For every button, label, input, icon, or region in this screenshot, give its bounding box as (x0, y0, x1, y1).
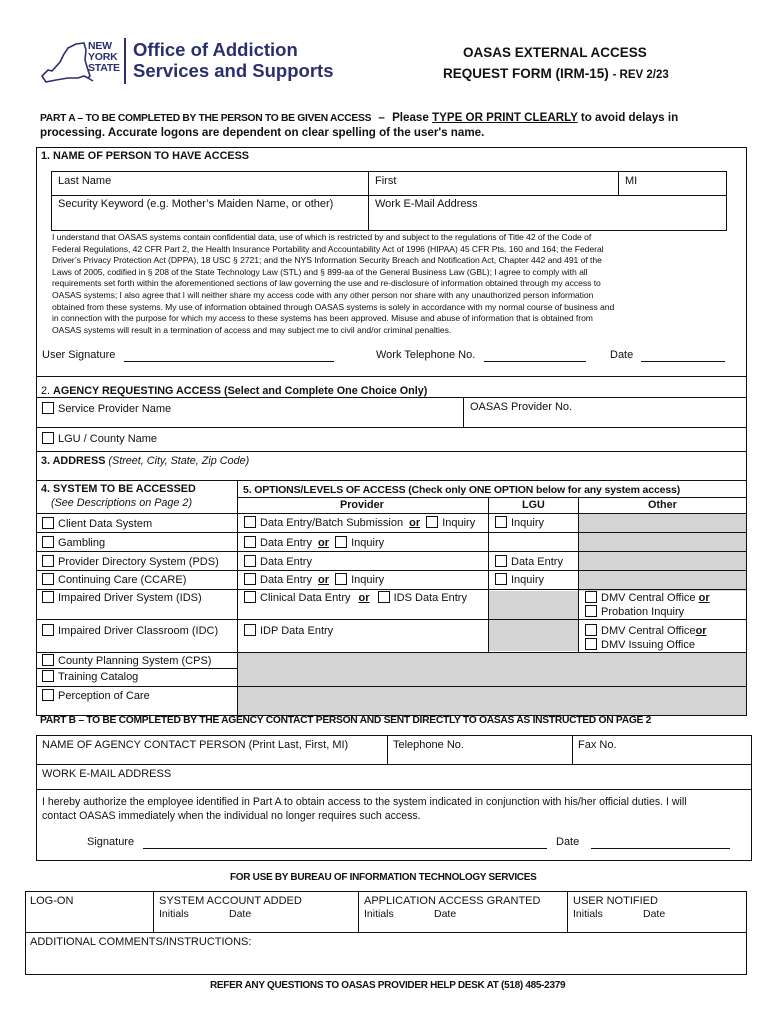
training-catalog-checkbox[interactable] (42, 670, 54, 682)
nys-logo (38, 38, 338, 88)
form-code: REQUEST FORM (IRM-15) (443, 66, 609, 81)
contact-name-label: NAME OF AGENCY CONTACT PERSON (Print Last, First, MI) (42, 739, 349, 751)
client-provider-options (244, 516, 475, 529)
col-provider-header: Provider (340, 499, 384, 511)
user-signature-label: User Signature (42, 349, 116, 361)
contact-date-label: Date (556, 836, 580, 848)
system-label: Perception of Care (58, 690, 150, 702)
part-a-title: PART A – TO BE COMPLETED BY THE PERSON TO BE GIVEN ACCESS (40, 113, 372, 124)
part-a-intro (40, 111, 678, 124)
system-pds[interactable] (42, 555, 219, 568)
contact-work-email-label: WORK E-MAIL ADDRESS (42, 768, 172, 780)
dmv-issuing-checkbox[interactable] (585, 638, 597, 650)
option-label: Inquiry (442, 517, 476, 529)
app-access-date: Date (434, 908, 457, 920)
system-label: County Planning System (CPS) (58, 655, 212, 667)
option-label: Data Entry/Batch Submission (260, 517, 404, 529)
section-3-note: (Street, City, State, Zip Code) (108, 455, 250, 467)
work-email-label: Work E-Mail Address (375, 198, 478, 210)
intro-rest: to avoid delays in (580, 111, 679, 124)
user-date-line[interactable] (641, 361, 725, 362)
service-provider-checkbox[interactable] (42, 402, 54, 414)
security-keyword-label: Security Keyword (e.g. Mother’s Maiden Name, or other) (58, 198, 334, 210)
section-2-number: 2. (41, 385, 51, 397)
part-a-intro-line-2: processing. Accurate logons are dependent on clear spelling of the user's name. (40, 126, 485, 139)
logo-state-word-3: STATE (88, 62, 120, 74)
first-name-label: First (375, 175, 397, 187)
option-label: DMV Issuing Office (601, 639, 695, 651)
option-label: Inquiry (511, 574, 545, 586)
system-gambling[interactable] (42, 536, 105, 549)
system-label: Impaired Driver Classroom (IDC) (58, 625, 219, 637)
pds-checkbox[interactable] (42, 555, 54, 567)
agreement-line: OASAS systems; I also agree that I will neither share my access code with any other person nor share with any unauthorized person information (52, 289, 594, 300)
option-label: Data Entry (260, 574, 312, 586)
authorization-line: I hereby authorize the employee identified in Part A to obtain access to the system indicated in conjunction with his/her official duties. I will (42, 796, 687, 808)
idc-dmv-central-checkbox[interactable] (585, 624, 597, 636)
logon-label: LOG-ON (30, 895, 74, 907)
new-york-state-map-icon (38, 40, 94, 86)
or-label: or (409, 517, 421, 529)
contact-fax-label: Fax No. (578, 739, 617, 751)
agreement-line: Driver’s Privacy Protection Act (DPPA), 18 USC § 2721; and the NYS Information Security Breach and Notification Act, Chapter 442 and 491 of the (52, 255, 602, 266)
system-label: Gambling (58, 537, 106, 549)
or-label: or (318, 574, 330, 586)
gambling-checkbox[interactable] (42, 536, 54, 548)
col-lgu-header: LGU (522, 499, 545, 511)
lgu-checkbox[interactable] (42, 432, 54, 444)
or-label: or (698, 592, 710, 604)
option-label: Clinical Data Entry (260, 592, 351, 604)
idc-provider-option (244, 624, 333, 637)
agreement-text (52, 232, 732, 336)
form-title-line-1: OASAS EXTERNAL ACCESS (463, 45, 647, 60)
option-label: Probation Inquiry (601, 606, 685, 618)
intro-dash: – (378, 111, 385, 124)
option-label: Inquiry (351, 574, 385, 586)
system-label: Provider Directory System (PDS) (58, 556, 219, 568)
ccare-inquiry-checkbox[interactable] (335, 573, 347, 585)
system-ids[interactable] (42, 591, 202, 604)
ids-checkbox[interactable] (42, 591, 54, 603)
part-b-title: PART B – TO BE COMPLETED BY THE AGENCY CONTACT PERSON AND SENT DIRECTLY TO OASAS AS INSTRUCTED ON PAGE 2 (40, 715, 652, 726)
logo-state-word-2: YORK (88, 51, 118, 63)
section-3-title (41, 455, 249, 467)
system-account-label: SYSTEM ACCOUNT ADDED (159, 895, 302, 907)
form-rev: - REV 2/23 (612, 69, 669, 81)
bits-title: FOR USE BY BUREAU OF INFORMATION TECHNOLOGY SERVICES (230, 872, 537, 883)
probation-inquiry-checkbox[interactable] (585, 605, 597, 617)
user-notified-initials: Initials (573, 908, 603, 920)
pds-provider-option (244, 555, 312, 568)
contact-signature-label: Signature (87, 836, 135, 848)
system-cps[interactable] (42, 654, 211, 667)
client-inquiry-checkbox[interactable] (426, 516, 438, 528)
ids-other-options (585, 591, 710, 619)
oasas-provider-no-label: OASAS Provider No. (470, 401, 573, 413)
service-provider-label: Service Provider Name (58, 403, 172, 415)
contact-signature-line[interactable] (143, 848, 547, 849)
agreement-line: I understand that OASAS systems contain confidential data, use of which is restricted by and subject to the regulations of Title 42 of the Code of (52, 232, 592, 242)
system-label: Continuing Care (CCARE) (58, 574, 187, 586)
lgu-county-label: LGU / County Name (58, 433, 158, 445)
or-label: or (318, 537, 330, 549)
section-4-note: (See Descriptions on Page 2) (51, 497, 193, 509)
section-3-heading: 3. ADDRESS (41, 455, 106, 467)
ccare-entry-checkbox[interactable] (244, 573, 256, 585)
work-telephone-line[interactable] (484, 361, 586, 362)
option-label: Data Entry (511, 556, 563, 568)
section-2-title (41, 385, 427, 397)
section-4-title: 4. SYSTEM TO BE ACCESSED (41, 483, 196, 495)
option-label: DMV Central Office (601, 592, 696, 604)
or-label: or (358, 592, 370, 604)
idc-checkbox[interactable] (42, 624, 54, 636)
last-name-label: Last Name (58, 175, 112, 187)
date-label: Date (610, 349, 634, 361)
system-perception-of-care[interactable] (42, 689, 150, 702)
gambling-entry-checkbox[interactable] (244, 536, 256, 548)
option-label: DMV Central Office (601, 625, 696, 637)
other-shade (579, 514, 746, 591)
agreement-line: requirements set forth within the aforementioned sections of law governing the use and re-disclosure of information obtained through my access to (52, 278, 601, 289)
ids-provider-options (244, 591, 467, 604)
help-desk-footer: REFER ANY QUESTIONS TO OASAS PROVIDER HELP DESK AT (518) 485-2379 (210, 980, 566, 991)
section-1-title: 1. NAME OF PERSON TO HAVE ACCESS (41, 150, 249, 162)
system-label: Training Catalog (58, 671, 139, 683)
system-client-data[interactable] (42, 517, 152, 530)
intro-type-clearly: TYPE OR PRINT CLEARLY (432, 111, 578, 124)
intro-please: Please (392, 111, 429, 124)
idc-other-options (585, 624, 707, 652)
agreement-line: OASAS systems will result in a termination of access and may subject me to civil and/or criminal penalties. (52, 324, 452, 335)
system-label: Impaired Driver System (IDS) (58, 592, 202, 604)
lower-shade (238, 652, 746, 715)
gambling-inquiry-checkbox[interactable] (335, 536, 347, 548)
system-ccare[interactable] (42, 573, 186, 586)
user-notified-date: Date (643, 908, 666, 920)
lgu-shade (489, 591, 578, 651)
service-provider-option[interactable] (42, 402, 171, 415)
system-account-date: Date (229, 908, 252, 920)
entry-batch-checkbox[interactable] (244, 516, 256, 528)
client-lgu-option (495, 516, 544, 529)
contact-date-line[interactable] (591, 848, 730, 849)
clinical-entry-checkbox[interactable] (244, 591, 256, 603)
ids-entry-checkbox[interactable] (378, 591, 390, 603)
logo-state-word-1: NEW (88, 40, 112, 52)
ccare-provider-options (244, 573, 384, 586)
agreement-line: obtained from these systems. My use of information obtained through OASAS systems is solely in accordance with my normal course of business and (52, 301, 615, 312)
logo-office-line-1: Office of Addiction (133, 39, 298, 60)
system-label: Client Data System (58, 518, 153, 530)
col-other-header: Other (648, 499, 677, 511)
section-5-title: 5. OPTIONS/LEVELS OF ACCESS (Check only ONE OPTION below for any system access) (243, 484, 681, 496)
ccare-lgu-option (495, 573, 544, 586)
pds-entry-checkbox[interactable] (244, 555, 256, 567)
agreement-line: in connection with the purpose for which my access to these systems has been approved. Misuse and abuse of information that is obtained from (52, 313, 593, 324)
option-label: Data Entry (260, 537, 312, 549)
system-training-catalog[interactable] (42, 670, 138, 683)
user-notified-label: USER NOTIFIED (573, 895, 658, 907)
middle-initial-label: MI (625, 175, 638, 187)
agreement-line: Federal Regulations, 42 CFR Part 2, the Health Insurance Portability and Accountability Act of 1996 (HIPAA) 45 CFR Pts. 160 and 164; the Federal (52, 243, 604, 254)
form-title-line-2 (443, 66, 669, 81)
option-label: Data Entry (260, 556, 312, 568)
work-telephone-label: Work Telephone No. (376, 349, 476, 361)
pds-lgu-entry-checkbox[interactable] (495, 555, 507, 567)
app-access-initials: Initials (364, 908, 394, 920)
logo-office-line-2: Services and Supports (133, 60, 334, 81)
contact-telephone-label: Telephone No. (393, 739, 464, 751)
client-data-checkbox[interactable] (42, 517, 54, 529)
system-idc[interactable] (42, 624, 218, 637)
idp-entry-checkbox[interactable] (244, 624, 256, 636)
or-label: or (695, 625, 707, 637)
pds-lgu-option (495, 555, 563, 568)
client-lgu-inquiry-checkbox[interactable] (495, 516, 507, 528)
comments-label: ADDITIONAL COMMENTS/INSTRUCTIONS: (30, 936, 252, 948)
dmv-central-checkbox[interactable] (585, 591, 597, 603)
lgu-option[interactable] (42, 432, 157, 445)
authorization-line: contact OASAS immediately when the individual no longer requires such access. (42, 810, 421, 822)
ccare-checkbox[interactable] (42, 573, 54, 585)
ccare-lgu-inquiry-checkbox[interactable] (495, 573, 507, 585)
agreement-line: Laws of 2005, codified in § 208 of the State Technology Law (STL) and § 899-aa of the General Business Law (GBL); I agree to comply with all (52, 266, 588, 277)
section-2-heading: AGENCY REQUESTING ACCESS (Select and Complete One Choice Only) (53, 385, 428, 397)
app-access-label: APPLICATION ACCESS GRANTED (364, 895, 541, 907)
cps-checkbox[interactable] (42, 654, 54, 666)
option-label: Inquiry (511, 517, 545, 529)
gambling-provider-options (244, 536, 384, 549)
option-label: Inquiry (351, 537, 385, 549)
perception-of-care-checkbox[interactable] (42, 689, 54, 701)
system-account-initials: Initials (159, 908, 189, 920)
user-signature-line[interactable] (124, 361, 334, 362)
option-label: IDS Data Entry (393, 592, 467, 604)
option-label: IDP Data Entry (260, 625, 334, 637)
authorization-text (42, 795, 747, 823)
